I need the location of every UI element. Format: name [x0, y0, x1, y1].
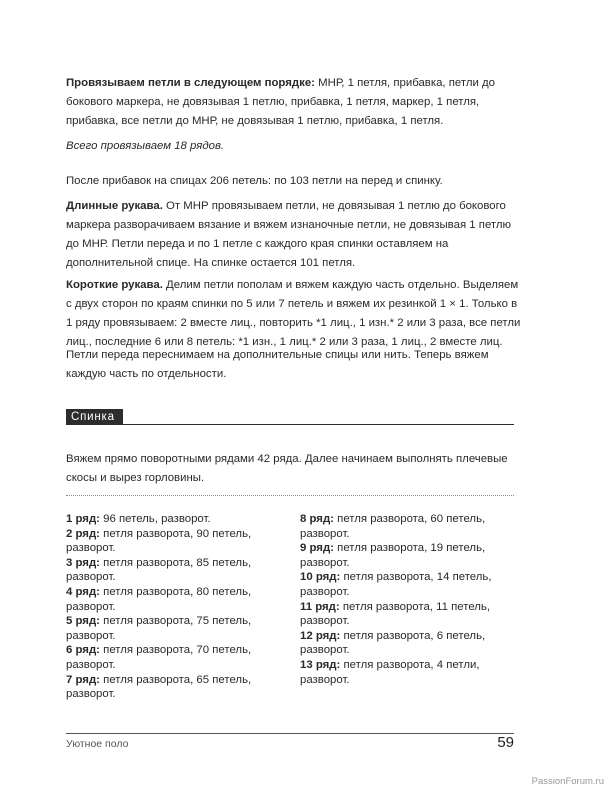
row-text: разворот.: [66, 629, 116, 642]
watermark: PassionForum.ru: [531, 776, 604, 787]
paragraph-stitch-order: [66, 74, 526, 131]
row-instruction-line: [300, 673, 520, 688]
row-instruction-line: [300, 658, 520, 673]
row-text: разворот.: [300, 673, 350, 686]
row-instruction-line: [300, 614, 520, 629]
row-instruction-line: [66, 614, 286, 629]
row-instruction-line: [66, 527, 286, 542]
row-label: 1 ряд:: [66, 513, 100, 525]
paragraph-heading: Длинные рукава.: [66, 200, 163, 212]
row-text: разворот.: [66, 571, 116, 584]
row-text: петля разворота, 65 петель,: [103, 673, 252, 686]
row-label: 10 ряд:: [300, 571, 341, 584]
row-instruction-line: [66, 556, 286, 571]
row-instruction-line: [300, 643, 520, 658]
row-text: разворот.: [66, 688, 116, 701]
row-label: 5 ряд:: [66, 615, 100, 628]
italic-note: Всего провязываем 18 рядов.: [66, 140, 225, 152]
row-instruction-line: [300, 512, 520, 527]
row-label: 13 ряд:: [300, 658, 341, 671]
paragraph-back-intro: [66, 450, 526, 488]
row-text: петля разворота, 6 петель,: [343, 629, 486, 642]
footer-rule: [66, 733, 514, 734]
section-header: [66, 409, 514, 425]
row-instruction-line: [66, 629, 286, 644]
row-label: 6 ряд:: [66, 644, 100, 657]
row-text: 96 петель, разворот.: [103, 513, 211, 525]
row-label: 7 ряд:: [66, 673, 100, 686]
row-text: петля разворота, 11 петель,: [342, 600, 491, 613]
row-instruction-line: [66, 585, 286, 600]
row-instruction-line: [300, 585, 520, 600]
row-instruction-line: [66, 512, 286, 527]
paragraph-text: Делим петли пополам и вяжем каждую часть отдельно. Выделяем с двух сторон по краям спинки по 5 или 7 петель и вяжем их резинкой 1 × 1. Только в 1 ряду провязываем: 2 вместе лиц., повторить *1 лиц., 1 изн.* 2 или 3 раза, все петли лиц., последние 6 или 8 петель: *1 изн., 1 лиц.* 2 или 3 раза, 1 лиц., 2 вместе лиц.: [66, 279, 521, 348]
rows-column-left: [66, 512, 286, 702]
row-label: 2 ряд:: [66, 527, 100, 540]
paragraph-row-count: [66, 137, 526, 156]
row-text: петля разворота, 70 петель,: [103, 644, 252, 657]
row-label: 9 ряд:: [300, 542, 334, 555]
row-text: разворот.: [66, 658, 116, 671]
row-label: 4 ряд:: [66, 585, 100, 598]
paragraph-heading: Провязываем петли в следующем порядке:: [66, 77, 315, 89]
paragraph-text: Петли переда переснимаем на дополнительные спицы или нить. Теперь вяжем каждую часть по отдельности.: [66, 349, 489, 380]
row-instruction-line: [66, 600, 286, 615]
row-instruction-line: [300, 570, 520, 585]
row-text: разворот.: [300, 527, 350, 540]
row-label: 3 ряд:: [66, 556, 100, 569]
row-instruction-line: [300, 556, 520, 571]
row-text: петля разворота, 60 петель,: [337, 513, 486, 525]
row-instruction-line: [66, 687, 286, 702]
row-text: петля разворота, 4 петли,: [343, 658, 480, 671]
row-label: 11 ряд:: [300, 600, 340, 613]
row-instruction-line: [300, 600, 520, 615]
paragraph-text: Вяжем прямо поворотными рядами 42 ряда. Далее начинаем выполнять плечевые скосы и вырез горловины.: [66, 453, 508, 484]
section-rule: [66, 424, 514, 425]
row-text: петля разворота, 90 петель,: [103, 527, 252, 540]
rows-column-right: [300, 512, 520, 687]
row-text: разворот.: [300, 556, 350, 569]
row-text: петля разворота, 75 петель,: [103, 615, 252, 628]
row-instruction-line: [66, 541, 286, 556]
footer-book-title: Уютное поло: [66, 738, 129, 750]
row-text: разворот.: [300, 615, 350, 628]
paragraph-short-sleeves: [66, 276, 526, 352]
paragraph-long-sleeves: [66, 197, 526, 273]
row-instruction-line: [66, 643, 286, 658]
row-label: 8 ряд:: [300, 513, 334, 525]
row-label: 12 ряд:: [300, 629, 341, 642]
row-text: петля разворота, 19 петель,: [337, 542, 486, 555]
paragraph-text: МНР, 1 петля, прибавка, петли до бокового маркера, не довязывая 1 петлю, прибавка, 1 петля, маркер, 1 петля, прибавка, все петли до МНР, не довязывая 1 петлю, прибавка, 1 петля.: [66, 77, 495, 127]
row-instruction-line: [300, 541, 520, 556]
row-instruction-line: [66, 658, 286, 673]
paragraph-after-increases: [66, 172, 526, 191]
paragraph-front-stitches: [66, 346, 526, 384]
row-text: петля разворота, 85 петель,: [103, 556, 252, 569]
row-text: петля разворота, 80 петель,: [103, 585, 252, 598]
paragraph-heading: Короткие рукава.: [66, 279, 163, 291]
section-title: Спинка: [66, 409, 123, 425]
paragraph-text: После прибавок на спицах 206 петель: по 103 петли на перед и спинку.: [66, 175, 443, 187]
row-instruction-line: [66, 673, 286, 688]
page-number: 59: [497, 734, 514, 751]
row-instruction-line: [66, 570, 286, 585]
row-text: разворот.: [66, 542, 116, 555]
row-instruction-line: [300, 527, 520, 542]
row-text: разворот.: [300, 585, 350, 598]
row-text: разворот.: [300, 644, 350, 657]
paragraph-text: От МНР провязываем петли, не довязывая 1 петлю до бокового маркера разворачиваем вязание и вяжем изнаночные петли, не довязывая 1 петлю до МНР. Петли переда и по 1 петле с каждого края спинки оставляем на дополнительной спице. На спинке остается 101 петля.: [66, 200, 512, 269]
row-text: петля разворота, 14 петель,: [343, 571, 492, 584]
dotted-divider: [66, 495, 514, 496]
row-text: разворот.: [66, 600, 116, 613]
row-instruction-line: [300, 629, 520, 644]
